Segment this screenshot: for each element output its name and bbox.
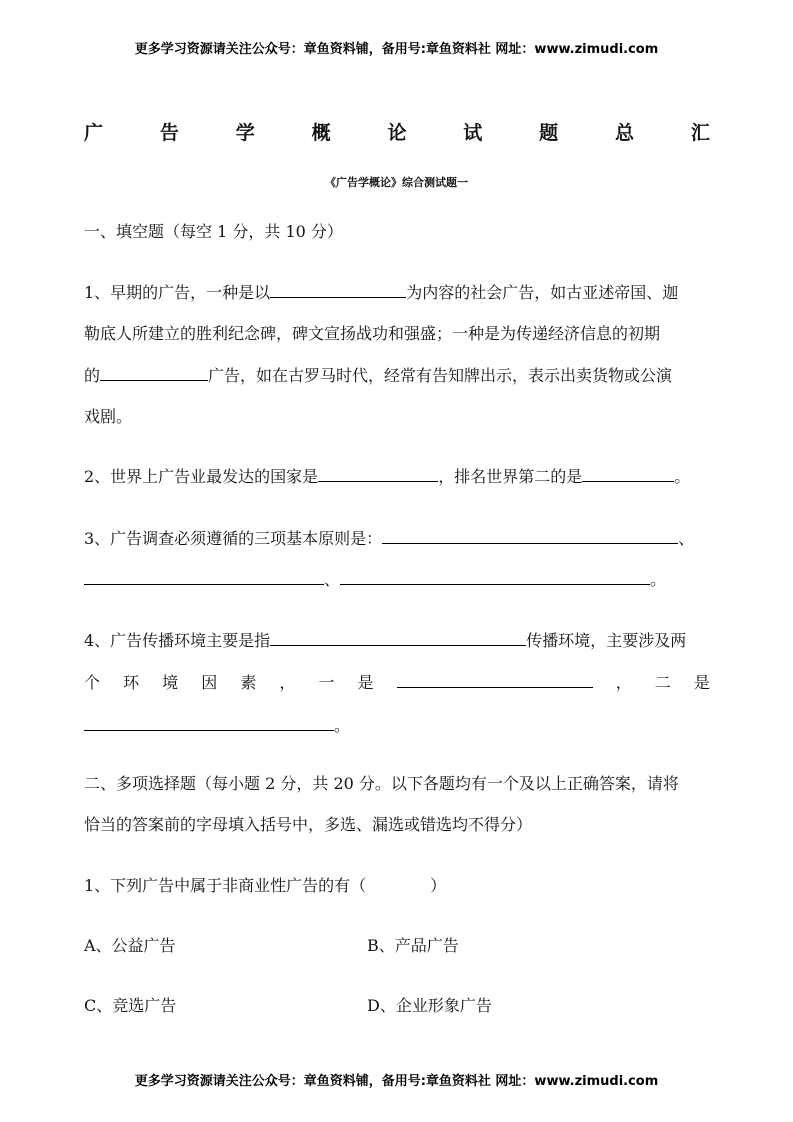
page-header-notice: 更多学习资源请关注公众号：章鱼资料铺，备用号:章鱼资料社 网址：www.zimudi.com <box>134 42 659 57</box>
document-subtitle: 《广告学概论》综合测试题一 <box>325 176 468 189</box>
fill-blank[interactable] <box>397 673 593 688</box>
option-b[interactable]: B、产品广告 <box>367 936 459 955</box>
fill-blank[interactable] <box>270 631 526 646</box>
title-char: 告 <box>159 122 179 144</box>
document-title <box>84 118 710 145</box>
option-c[interactable]: C、竞选广告 <box>84 996 177 1015</box>
section2-heading-line1: 二、多项选择题（每小题 2 分，共 20 分。以下各题均有一个及以上正确答案，请将 <box>84 774 679 793</box>
q1-line4: 戏剧。 <box>84 407 133 426</box>
mc-q1-stem: 1、下列广告中属于非商业性广告的有（ ） <box>84 876 447 895</box>
q2-line: 2、世界上广告业最发达的国家是 ，排名世界第二的是 。 <box>84 467 691 486</box>
q4-line2: 个 环 境 因 素 ， 一 是 ， 二 是 <box>84 673 710 692</box>
title-char: 总 <box>615 122 635 144</box>
q4-line3: 。 <box>84 716 710 736</box>
fill-blank[interactable] <box>100 366 208 381</box>
title-char: 学 <box>235 122 255 144</box>
title-char: 题 <box>539 122 559 144</box>
title-char: 概 <box>311 122 331 144</box>
q1-line3: 的 广告，如在古罗马时代，经常有告知牌出示，表示出卖货物或公演 <box>84 366 673 385</box>
option-d[interactable]: D、企业形象广告 <box>367 996 492 1015</box>
fill-blank[interactable] <box>270 283 406 298</box>
fill-blank[interactable] <box>582 467 674 482</box>
q3-line1: 3、广告调查必须遵循的三项基本原则是： 、 <box>84 529 695 548</box>
section2-heading-line2: 恰当的答案前的字母填入括号中，多选、漏选或错选均不得分） <box>84 815 533 834</box>
q1-line1: 1、早期的广告，一种是以 为内容的社会广告，如古亚述帝国、迦 <box>84 283 679 302</box>
q1-line2: 勒底人所建立的胜利纪念碑，碑文宣扬战功和强盛；一种是为传递经济信息的初期 <box>84 324 661 343</box>
title-char: 广 <box>84 122 104 144</box>
option-a[interactable]: A、公益广告 <box>84 936 176 955</box>
section1-heading: 一、填空题（每空 1 分，共 10 分） <box>84 222 343 241</box>
fill-blank[interactable] <box>340 570 650 585</box>
fill-blank[interactable] <box>382 529 678 544</box>
fill-blank[interactable] <box>84 570 324 585</box>
q4-line1: 4、广告传播环境主要是指 传播环境，主要涉及两 <box>84 631 687 650</box>
fill-blank[interactable] <box>84 716 334 731</box>
title-char: 汇 <box>690 122 710 144</box>
fill-blank[interactable] <box>318 467 438 482</box>
title-char: 论 <box>387 122 407 144</box>
q3-line2: 、 。 <box>84 570 710 590</box>
title-char: 试 <box>463 122 483 144</box>
page-footer-notice: 更多学习资源请关注公众号：章鱼资料铺，备用号:章鱼资料社 网址：www.zimudi.com <box>134 1074 659 1089</box>
